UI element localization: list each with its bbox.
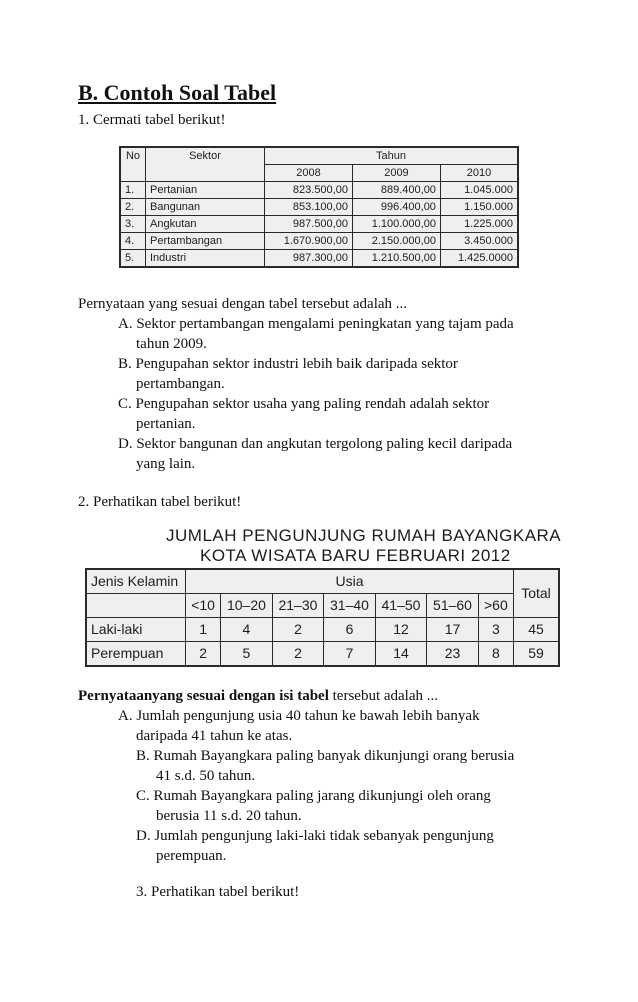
- sector-table: [119, 146, 519, 268]
- cell-sektor: Angkutan: [146, 216, 265, 233]
- cell-value: 996.400,00: [352, 199, 440, 216]
- cell-total: 59: [514, 642, 560, 667]
- table-row: [86, 642, 559, 667]
- option-line: A. Sektor pertambangan mengalami peningkatan yang tajam pada: [118, 316, 514, 332]
- cell-value: 8: [478, 642, 513, 667]
- table-row: [120, 199, 518, 216]
- header-year: 2008: [265, 165, 353, 182]
- cell-value: 1.210.500,00: [352, 250, 440, 268]
- cell-sektor: Industri: [146, 250, 265, 268]
- cell-value: 6: [324, 618, 376, 642]
- cell-value: 12: [375, 618, 427, 642]
- header-age: 21–30: [272, 594, 324, 618]
- option-line: A. Jumlah pengunjung usia 40 tahun ke bawah lebih banyak: [118, 708, 480, 724]
- option-line: berusia 11 s.d. 20 tahun.: [156, 808, 302, 824]
- table-row: [120, 233, 518, 250]
- cell-value: 889.400,00: [352, 182, 440, 199]
- cell-value: 1.670.900,00: [265, 233, 353, 250]
- cell-value: 2: [186, 642, 221, 667]
- header-age: >60: [478, 594, 513, 618]
- cell-label: Laki-laki: [86, 618, 186, 642]
- cell-value: 14: [375, 642, 427, 667]
- cell-value: 853.100,00: [265, 199, 353, 216]
- cell-value: 2: [272, 642, 324, 667]
- q1-intro: 1. Cermati tabel berikut!: [78, 112, 226, 128]
- header-usia: Usia: [186, 569, 514, 594]
- cell-no: 4.: [120, 233, 146, 250]
- visitor-table: [85, 568, 560, 667]
- option-line: C. Pengupahan sektor usaha yang paling rendah adalah sektor: [118, 396, 490, 412]
- cell-value: 23: [427, 642, 479, 667]
- header-tahun: Tahun: [265, 147, 519, 165]
- table-row: [120, 182, 518, 199]
- cell-no: 1.: [120, 182, 146, 199]
- header-total: Total: [514, 569, 560, 618]
- header-blank: [86, 594, 186, 618]
- q2-question-rest: tersebut adalah ...: [328, 688, 438, 704]
- header-sektor: Sektor: [146, 147, 265, 182]
- cell-value: 2.150.000,00: [352, 233, 440, 250]
- cell-sektor: Pertambangan: [146, 233, 265, 250]
- table-row: [86, 618, 559, 642]
- cell-value: 3.450.000: [440, 233, 518, 250]
- cell-label: Perempuan: [86, 642, 186, 667]
- cell-no: 2.: [120, 199, 146, 216]
- table-row: [120, 216, 518, 233]
- cell-value: 4: [221, 618, 273, 642]
- option-line: daripada 41 tahun ke atas.: [136, 728, 293, 744]
- q3-intro: 3. Perhatikan tabel berikut!: [136, 884, 300, 900]
- option-line: D. Jumlah pengunjung laki-laki tidak sebanyak pengunjung: [136, 828, 494, 844]
- header-age: 41–50: [375, 594, 427, 618]
- cell-total: 45: [514, 618, 560, 642]
- cell-value: 1.225.000: [440, 216, 518, 233]
- cell-value: 1.100.000,00: [352, 216, 440, 233]
- header-age: <10: [186, 594, 221, 618]
- cell-value: 1.150.000: [440, 199, 518, 216]
- q2-question-bold: Pernyataanyang sesuai dengan isi tabel: [78, 688, 329, 704]
- option-line: D. Sektor bangunan dan angkutan tergolong paling kecil daripada: [118, 436, 513, 452]
- option-line: 41 s.d. 50 tahun.: [156, 768, 256, 784]
- option-line: tahun 2009.: [136, 336, 207, 352]
- cell-value: 3: [478, 618, 513, 642]
- cell-value: 987.300,00: [265, 250, 353, 268]
- q2-intro: 2. Perhatikan tabel berikut!: [78, 494, 242, 510]
- header-year: 2010: [440, 165, 518, 182]
- cell-value: 987.500,00: [265, 216, 353, 233]
- header-age: 51–60: [427, 594, 479, 618]
- option-line: B. Pengupahan sektor industri lebih baik daripada sektor: [118, 356, 458, 372]
- cell-value: 17: [427, 618, 479, 642]
- cell-value: 823.500,00: [265, 182, 353, 199]
- cell-value: 2: [272, 618, 324, 642]
- cell-value: 1.045.000: [440, 182, 518, 199]
- header-jenis: Jenis Kelamin: [86, 569, 186, 594]
- table-subtitle: KOTA WISATA BARU FEBRUARI 2012: [200, 546, 511, 565]
- cell-value: 1.425.0000: [440, 250, 518, 268]
- cell-no: 5.: [120, 250, 146, 268]
- option-line: pertambangan.: [136, 376, 225, 392]
- q1-question: Pernyataan yang sesuai dengan tabel tersebut adalah ...: [78, 296, 408, 312]
- header-age: 31–40: [324, 594, 376, 618]
- cell-value: 1: [186, 618, 221, 642]
- cell-sektor: Pertanian: [146, 182, 265, 199]
- cell-sektor: Bangunan: [146, 199, 265, 216]
- cell-value: 7: [324, 642, 376, 667]
- option-line: pertanian.: [136, 416, 196, 432]
- header-age: 10–20: [221, 594, 273, 618]
- header-no: No: [120, 147, 146, 182]
- option-line: C. Rumah Bayangkara paling jarang dikunjungi oleh orang: [136, 788, 491, 804]
- table-title: JUMLAH PENGUNJUNG RUMAH BAYANGKARA: [166, 526, 562, 545]
- cell-no: 3.: [120, 216, 146, 233]
- header-year: 2009: [352, 165, 440, 182]
- table-row: [120, 250, 518, 268]
- option-line: perempuan.: [156, 848, 227, 864]
- section-heading: B. Contoh Soal Tabel: [78, 80, 277, 105]
- q2-question: [78, 686, 438, 706]
- option-line: B. Rumah Bayangkara paling banyak dikunjungi orang berusia: [136, 748, 515, 764]
- option-line: yang lain.: [136, 456, 196, 472]
- cell-value: 5: [221, 642, 273, 667]
